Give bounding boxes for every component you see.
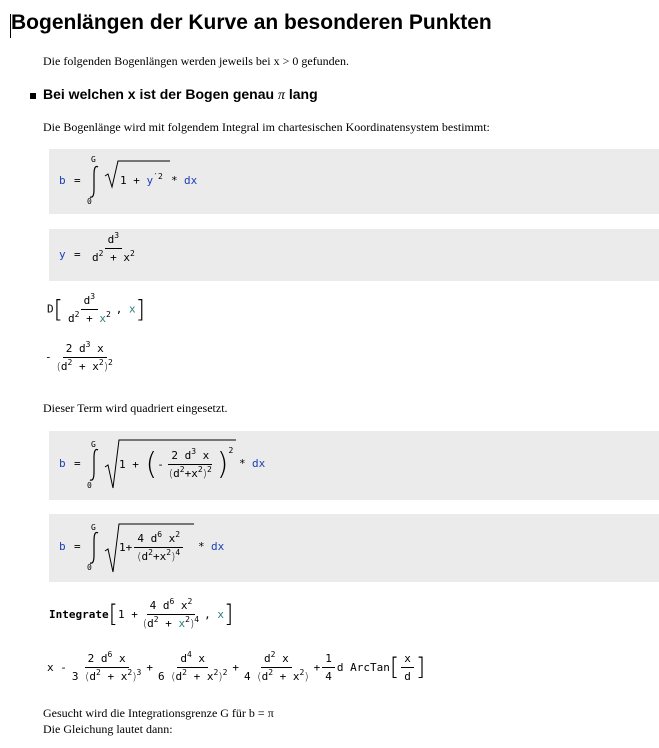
upper-limit: G: [91, 155, 96, 164]
var-dx: dx: [184, 174, 198, 187]
paragraph-equation: Die Gleichung lautet dann:: [43, 722, 173, 736]
var-b: b: [59, 174, 66, 187]
integral-sign-icon: [88, 448, 100, 482]
paragraph-search-limit: Gesucht wird die Integrationsgrenze G für b = π: [43, 706, 274, 720]
upper-limit: G: [91, 440, 96, 449]
page-title: Bogenlängen der Kurve an besonderen Punkten: [11, 11, 492, 34]
paragraph-squared: Dieser Term wird quadriert eingesetzt.: [43, 401, 228, 415]
equals-sign: =: [74, 248, 81, 261]
exponent-two: 2: [157, 172, 163, 181]
input-derivative[interactable]: D[ $\frac{d^3}{d^2 + x^2}$ , x]: [47, 292, 146, 325]
input-cell-simplified-integral[interactable]: [49, 514, 659, 582]
var-b: b: [59, 540, 66, 553]
output-integral-result: x - 2 $d^6$ x 3 $(d^2 + x^2)^3$ + $\frac{d^4 x}{6 (d^2 + x^2)^2}$ + $\frac{d^2 x}{4 (d^2 + x^2)}$ + $\frac{1}{4}$ d ArcTan [ x d ]: [47, 649, 426, 683]
var-dx: dx: [211, 540, 225, 553]
equals-sign: =: [74, 540, 81, 553]
var-y: y: [59, 248, 66, 261]
equals-sign: =: [74, 457, 81, 470]
paragraph-integral-intro: Die Bogenlänge wird mit folgendem Integral im chartesischen Koordinatensystem bestimmt:: [43, 120, 490, 134]
integral-sign-icon: [88, 165, 100, 199]
var-x-teal: x: [129, 302, 136, 316]
input-integrate[interactable]: Integrate [ 1 + $\frac{4 d^6 x^2}{(d^2 + x^2)^4}$ , x ]: [49, 596, 234, 630]
squared-term: 1 + ( - 2 $d^3$ x $(d^2+x^2)^2$ ) 2: [119, 445, 234, 482]
var-b: b: [59, 457, 66, 470]
output-derivative: - $\frac{2 d^3 x}{(d^2 + x^2)^2}$: [45, 340, 113, 373]
times-sign: *: [239, 457, 246, 470]
intro-text: Die folgenden Bogenlängen werden jeweils bei x > 0 gefunden.: [43, 54, 350, 68]
var-y-prime: y: [146, 174, 154, 187]
simplified-term: 1 + $\frac{4 d^6 x^2}{(d^2+x^2)^4}$: [119, 525, 185, 569]
lower-limit: 0: [87, 197, 92, 206]
section-bullet-icon: [30, 93, 36, 99]
const-one: 1: [120, 174, 127, 187]
input-cell-arc-length-integral[interactable]: [49, 149, 659, 214]
equals-sign: =: [74, 174, 81, 187]
fraction-curve: $\frac{d^3}{d^2 + x^2}$: [92, 231, 135, 264]
lower-limit: 0: [87, 481, 92, 490]
prime-mark: ′: [153, 172, 158, 181]
times-sign: *: [171, 174, 178, 187]
lower-limit: 0: [87, 563, 92, 572]
input-cell-squared-integral[interactable]: [49, 431, 659, 500]
input-cell-curve-definition[interactable]: [49, 229, 659, 281]
upper-limit: G: [91, 523, 96, 532]
integral-sign-icon: [88, 531, 100, 565]
section-heading[interactable]: Bei welchen x ist der Bogen genau π lang: [43, 86, 318, 103]
var-dx: dx: [252, 457, 266, 470]
times-sign: *: [198, 540, 205, 553]
plus-sign: +: [133, 174, 140, 187]
